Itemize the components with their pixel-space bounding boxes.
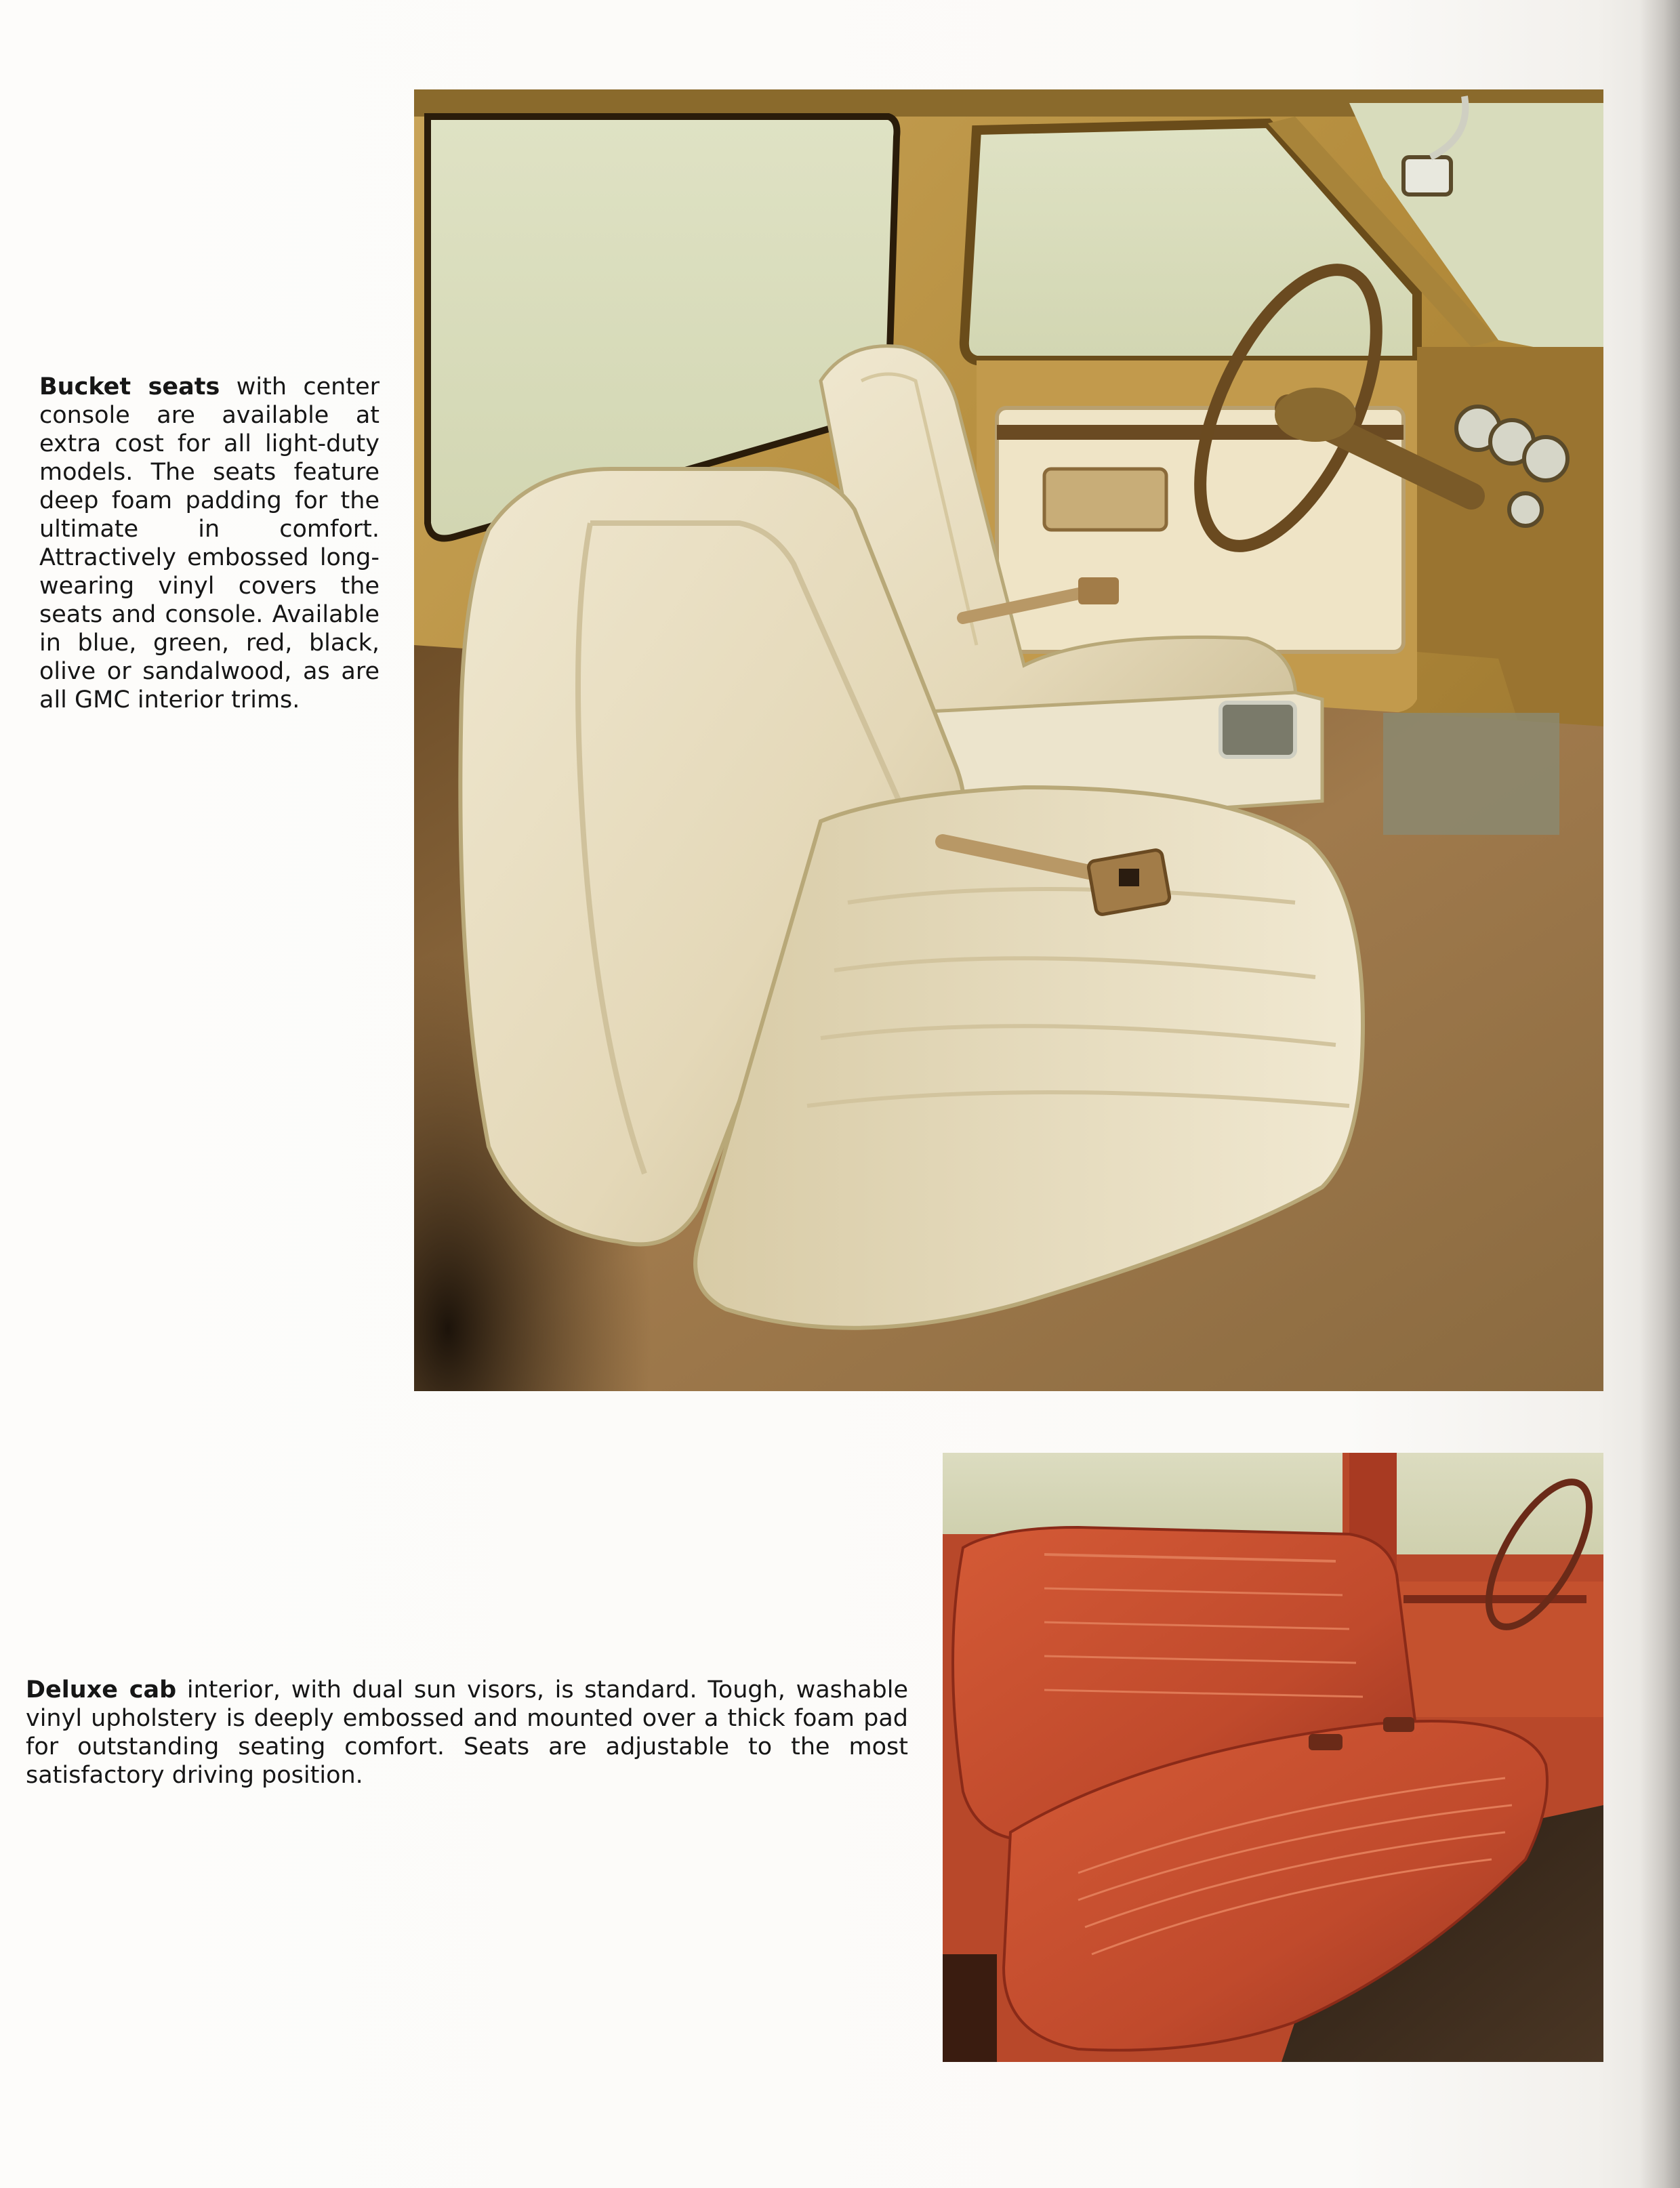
- bucket-seats-photo: [414, 89, 1603, 1391]
- deluxe-cab-lead: Deluxe cab: [26, 1676, 177, 1704]
- bucket-seats-lead: Bucket seats: [39, 373, 220, 400]
- deluxe-cab-body: interior, with dual sun visors, is standard. Tough, washable vinyl upholstery is deeply embossed and mounted over a thick foam pad for outstanding seating comfort. Seats are adjustable to the most satisfactory driving position.: [26, 1676, 908, 1789]
- bucket-seats-body: with center console are available at extra cost for all light-duty models. The seats feature deep foam padding for the ultimate in comfort. Attractively embossed long-wearing vinyl covers the seats and console. Available in blue, green, red, black, olive or sandalwood, as are all GMC interior trims.: [39, 373, 380, 714]
- bucket-seats-illustration: [414, 89, 1603, 1391]
- deluxe-cab-caption: [26, 1676, 908, 1790]
- bucket-seats-caption: [39, 373, 380, 714]
- deluxe-cab-illustration: [943, 1453, 1603, 2062]
- page-edge-shadow: [1639, 0, 1680, 2188]
- deluxe-cab-photo: [943, 1453, 1603, 2062]
